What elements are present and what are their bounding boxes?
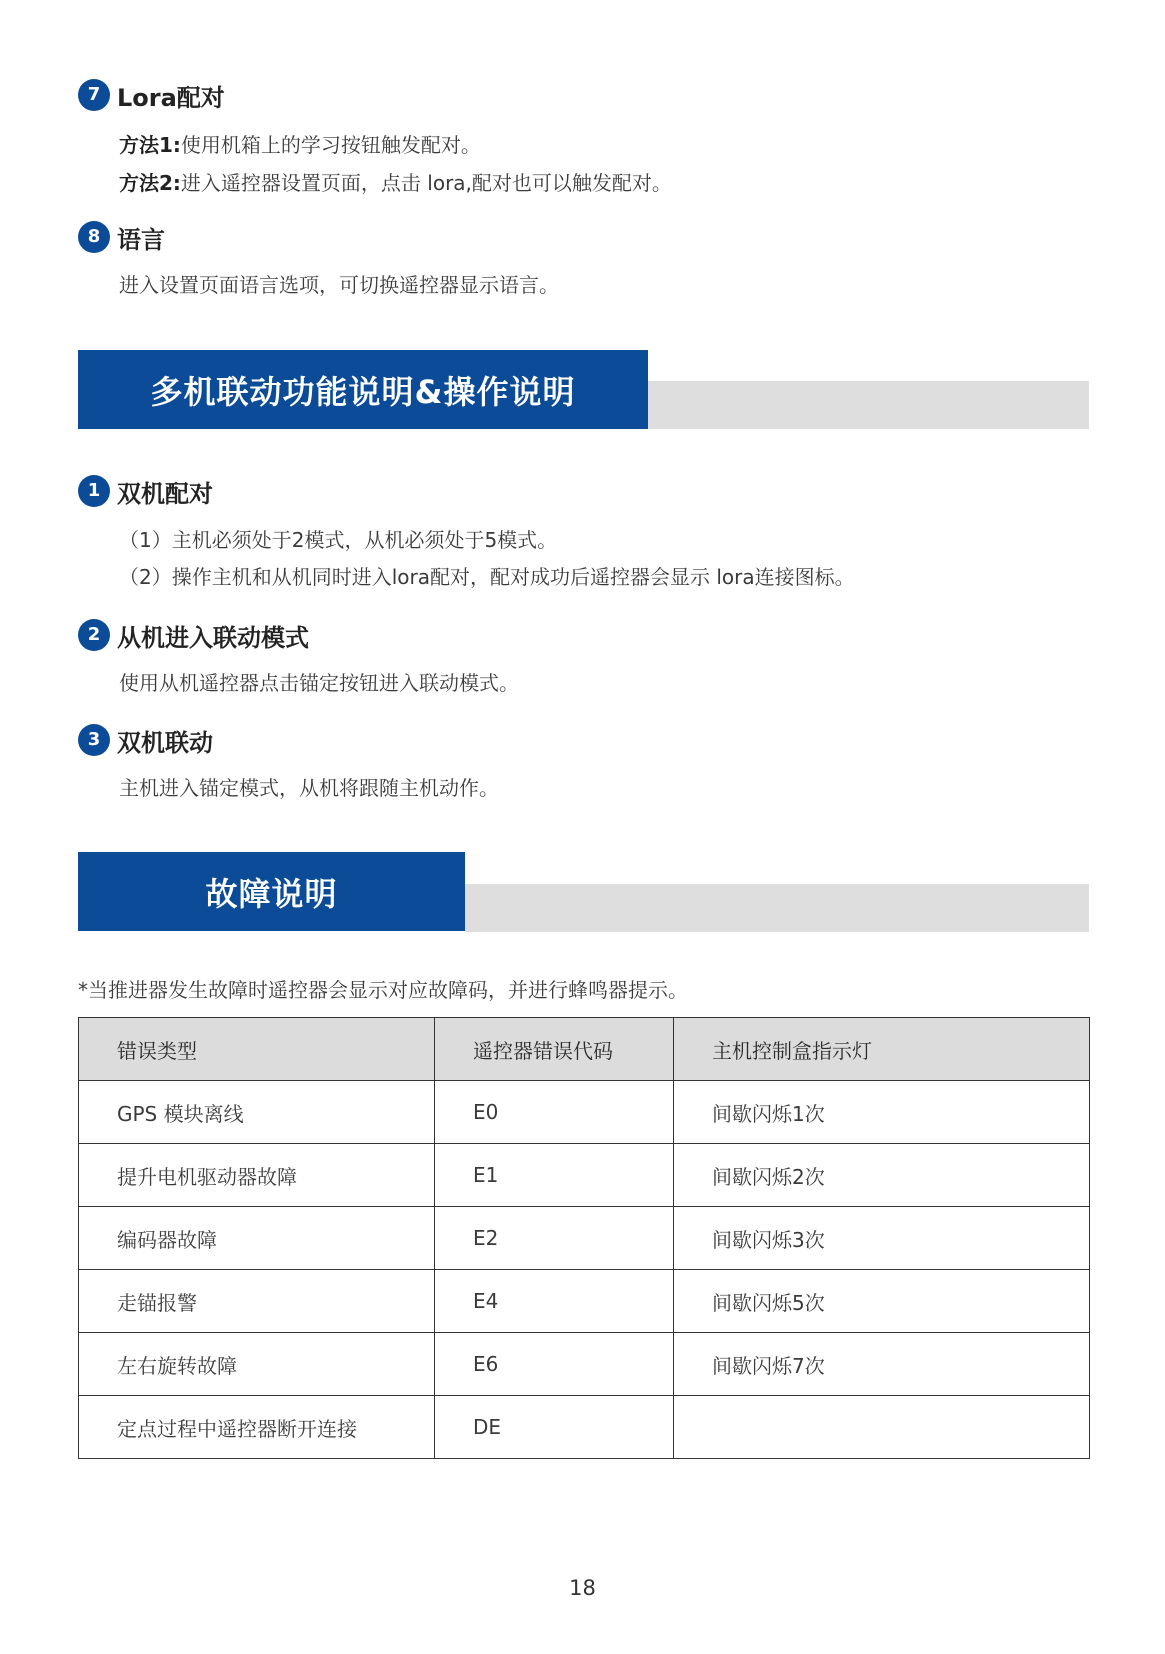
method-label: 方法2:: [119, 171, 181, 195]
step-number-badge: 3: [78, 724, 110, 756]
banner-title: 多机联动功能说明&操作说明: [150, 372, 576, 411]
section-heading-dual-link: [78, 724, 213, 756]
banner-title: 故障说明: [205, 874, 338, 913]
fault-code-table: [78, 1017, 1090, 1459]
section-heading-slave-link-mode: [78, 619, 309, 651]
indicator-cell: 间歇闪烁5次: [674, 1270, 1090, 1333]
body-text: 主机进入锚定模式，从机将跟随主机动作。: [119, 776, 499, 800]
section-heading-lora-pairing: [78, 79, 225, 111]
indicator-cell: [674, 1396, 1090, 1459]
table-row: [79, 1144, 1090, 1207]
banner-fault: [78, 852, 465, 931]
section-title: 双机配对: [117, 479, 213, 508]
section-title: 语言: [117, 225, 165, 254]
error-type-cell: 左右旋转故障: [79, 1333, 435, 1396]
step-number-badge: 2: [78, 619, 110, 651]
step-number-badge: 8: [78, 221, 110, 253]
error-type-cell: 定点过程中遥控器断开连接: [79, 1396, 435, 1459]
error-type-cell: 编码器故障: [79, 1207, 435, 1270]
table-row: [79, 1333, 1090, 1396]
body-text: 使用从机遥控器点击锚定按钮进入联动模式。: [119, 671, 519, 695]
column-header-error-code: 遥控器错误代码: [435, 1018, 674, 1081]
column-header-indicator: 主机控制盒指示灯: [674, 1018, 1090, 1081]
section-heading-language: [78, 221, 165, 253]
table-row: [79, 1207, 1090, 1270]
method-label: 方法1:: [119, 133, 181, 157]
indicator-cell: 间歇闪烁7次: [674, 1333, 1090, 1396]
section-title: 双机联动: [117, 728, 213, 757]
error-code-cell: E6: [435, 1333, 674, 1396]
banner-multi-unit: [78, 350, 648, 429]
error-type-cell: GPS 模块离线: [79, 1081, 435, 1144]
method-line: [119, 170, 672, 196]
table-row: [79, 1396, 1090, 1459]
table-row: [79, 1270, 1090, 1333]
table-row: [79, 1081, 1090, 1144]
indicator-cell: 间歇闪烁1次: [674, 1081, 1090, 1144]
method-line: [119, 132, 481, 158]
section-heading-dual-pairing: [78, 475, 213, 507]
error-code-cell: E0: [435, 1081, 674, 1144]
error-type-cell: 走锚报警: [79, 1270, 435, 1333]
column-header-error-type: 错误类型: [79, 1018, 435, 1081]
banner-grey-bar: [648, 381, 1089, 429]
error-code-cell: E1: [435, 1144, 674, 1207]
table-header-row: [79, 1018, 1090, 1081]
indicator-cell: 间歇闪烁3次: [674, 1207, 1090, 1270]
section-title: Lora配对: [117, 83, 225, 112]
body-text: 进入设置页面语言选项，可切换遥控器显示语言。: [119, 273, 559, 297]
method-text: 使用机箱上的学习按钮触发配对。: [180, 133, 481, 157]
error-code-cell: E4: [435, 1270, 674, 1333]
banner-grey-bar: [465, 884, 1089, 932]
body-text: （2）操作主机和从机同时进入lora配对，配对成功后遥控器会显示 lora连接图标。: [119, 565, 855, 589]
step-number-badge: 1: [78, 475, 110, 507]
page-number: 18: [569, 1576, 596, 1600]
error-code-cell: E2: [435, 1207, 674, 1270]
indicator-cell: 间歇闪烁2次: [674, 1144, 1090, 1207]
method-text: 进入遥控器设置页面，点击 lora,配对也可以触发配对。: [180, 171, 672, 195]
fault-note: *当推进器发生故障时遥控器会显示对应故障码，并进行蜂鸣器提示。: [78, 978, 688, 1002]
step-number-badge: 7: [78, 79, 110, 111]
error-type-cell: 提升电机驱动器故障: [79, 1144, 435, 1207]
body-text: （1）主机必须处于2模式，从机必须处于5模式。: [119, 528, 558, 552]
section-title: 从机进入联动模式: [117, 623, 309, 652]
error-code-cell: DE: [435, 1396, 674, 1459]
